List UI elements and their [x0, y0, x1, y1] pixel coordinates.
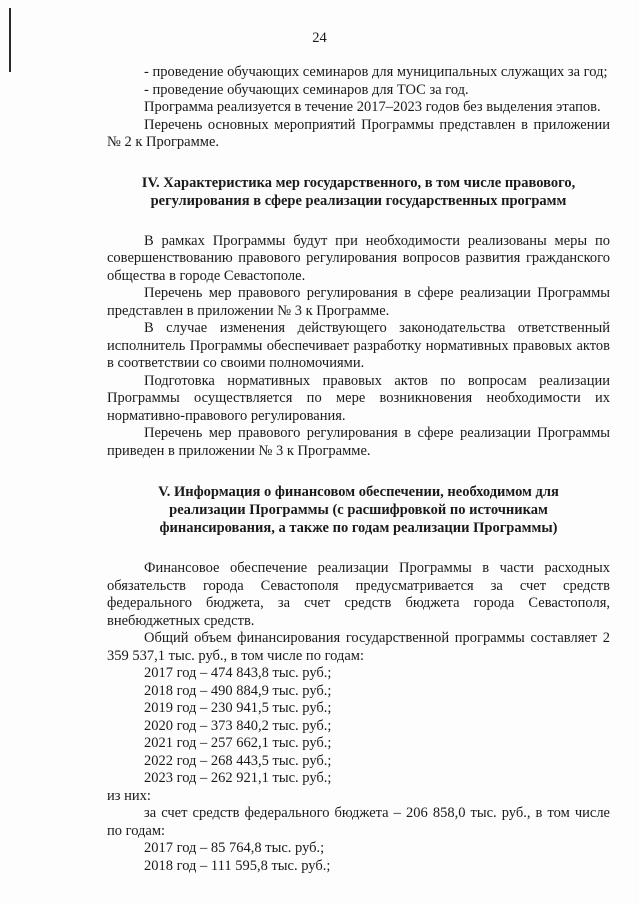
federal-year-item: 2017 год – 85 764,8 тыс. руб.; — [144, 840, 325, 856]
funding-year-item: 2020 год – 373 840,2 тыс. руб.; — [144, 717, 332, 734]
section-heading-iv — [107, 174, 610, 210]
paragraph: Подготовка нормативных правовых актов по вопросам реализации Программы осуществляется по мере возникновения необходимости их нормативно-правового регулирования. — [107, 372, 610, 424]
funding-year-item: 2022 год – 268 443,5 тыс. руб.; — [144, 752, 332, 769]
paragraph: за счет средств федерального бюджета – 206 858,0 тыс. руб., в том числе по годам: — [107, 805, 610, 839]
bullet-item: - проведение обучающих семинаров для муниципальных служащих за год; — [144, 64, 608, 80]
funding-year-item: 2018 год – 490 884,9 тыс. руб.; — [144, 682, 332, 699]
federal-year-item: 2018 год – 111 595,8 тыс. руб.; — [144, 857, 331, 874]
document-body — [107, 64, 610, 875]
paragraph: В случае изменения действующего законодательства ответственный исполнитель Программы обеспечивает разработку нормативных правовых актов в соответствии со своими полномочиями. — [107, 320, 610, 371]
of-them-label: из них: — [107, 787, 151, 804]
funding-year-item: 2017 год – 474 843,8 тыс. руб.; — [144, 665, 332, 681]
paragraph: Общий объем финансирования государственной программы составляет 2 359 537,1 тыс. руб., в том числе по годам: — [107, 630, 610, 664]
funding-year-item: 2023 год – 262 921,1 тыс. руб.; — [144, 770, 332, 786]
heading-line: IV. Характеристика мер государственного, в том числе правового, — [141, 174, 576, 191]
paragraph: Перечень мер правового регулирования в сфере реализации Программы представлен в приложении № 3 к Программе. — [107, 285, 610, 319]
heading-line: регулирования в сфере реализации государственных программ — [150, 192, 567, 209]
page-number: 24 — [312, 30, 327, 46]
paragraph: Программа реализуется в течение 2017–2023 годов без выделения этапов. — [144, 99, 601, 115]
section-heading-v — [107, 483, 610, 537]
paragraph: В рамках Программы будут при необходимости реализованы меры по совершенствованию правового регулирования вопросов развития гражданского общества в городе Севастополе. — [107, 232, 610, 284]
heading-line: реализации Программы (с расшифровкой по источникам — [169, 502, 548, 518]
bullet-item: - проведение обучающих семинаров для ТОС за год. — [144, 81, 469, 98]
paragraph: Перечень мер правового регулирования в сфере реализации Программы приведен в приложении № 3 к Программе. — [107, 425, 610, 459]
heading-line: V. Информация о финансовом обеспечении, необходимом для — [158, 484, 559, 500]
funding-year-item: 2019 год – 230 941,5 тыс. руб.; — [144, 700, 332, 716]
heading-line: финансирования, а также по годам реализации Программы) — [159, 520, 558, 536]
paragraph: Финансовое обеспечение реализации Программы в части расходных обязательств города Севастополя предусматривается за счет средств федерального бюджета, за счет средств бюджета города Севастополя, внебюджетных средств. — [107, 560, 610, 629]
paragraph: Перечень основных мероприятий Программы представлен в приложении № 2 к Программе. — [107, 116, 610, 150]
funding-year-item: 2021 год – 257 662,1 тыс. руб.; — [144, 735, 332, 751]
